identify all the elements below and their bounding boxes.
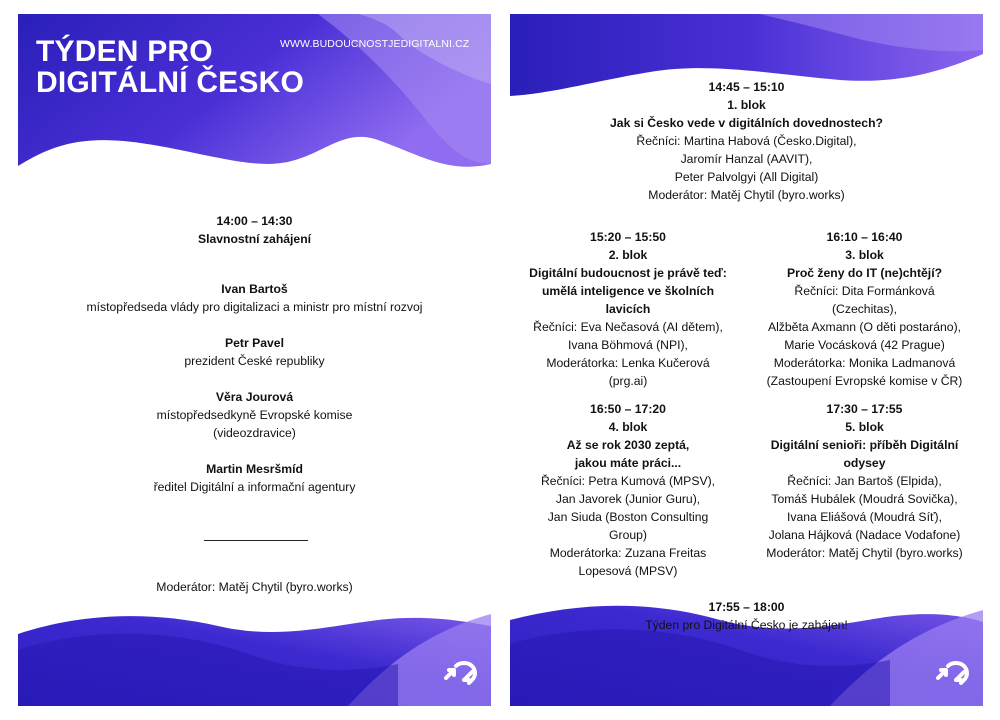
block-1-line: Moderátor: Matěj Chytil (byro.works) [648, 188, 845, 202]
speaker-name: Věra Jourová [215, 390, 294, 404]
speaker-role: místopředsedkyně Evropské komise [156, 408, 353, 422]
block-3-line: Alžběta Axmann (O děti postaráno), [767, 320, 962, 334]
block-3-line: Moderátorka: Monika Ladmanová [773, 356, 956, 370]
program-page-right [510, 14, 983, 706]
block-4-line: Řečníci: Petra Kumová (MPSV), [540, 474, 716, 488]
speaker-entry [18, 460, 491, 496]
speaker-name: Martin Mesršmíd [206, 462, 303, 476]
block-4-line: Moderátorka: Zuzana Freitas [549, 546, 707, 560]
block-3-line: Řečníci: Dita Formánková [794, 284, 935, 298]
block-3 [746, 228, 983, 390]
block-4-time: 16:50 – 17:20 [590, 402, 666, 416]
block-5-line: Tomáš Hubálek (Moudrá Sovička), [771, 492, 958, 506]
block-3-line: (Zastoupení Evropské komise v ČR) [766, 374, 963, 388]
block-1-line: Peter Palvolgyi (All Digital) [674, 170, 819, 184]
block-3-line: Marie Vocásková (42 Prague) [784, 338, 945, 352]
opening-name: Slavnostní zahájení [197, 232, 312, 246]
link-arrows-icon [442, 660, 478, 686]
block-3-label: 3. blok [845, 248, 884, 262]
divider-line [204, 540, 308, 541]
event-website-url[interactable]: WWW.BUDOUCNOSTJEDIGITALNI.CZ [280, 38, 470, 50]
block-4-line: Lopesová (MPSV) [578, 564, 678, 578]
block-3-line: (Czechitas), [831, 302, 897, 316]
block-1-title: Jak si Česko vede v digitálních dovednostech? [610, 116, 883, 130]
closing-text: Týden pro Digitální Česko je zahájen! [645, 618, 848, 632]
block-5-line: Ivana Eliášová (Moudrá Síť), [787, 510, 942, 524]
event-title-line-2: DIGITÁLNÍ ČESKO [36, 66, 305, 99]
speaker-name: Ivan Bartoš [221, 282, 288, 296]
speaker-role: ředitel Digitální a informační agentury [153, 480, 356, 494]
block-2-line: Řečníci: Eva Nečasová (AI dětem), [533, 320, 723, 334]
event-title [36, 36, 304, 98]
block-1-time: 14:45 – 15:10 [708, 80, 785, 94]
opening-time: 14:00 – 14:30 [216, 214, 293, 228]
block-4-label: 4. blok [608, 420, 648, 434]
block-4-title: jakou máte práci... [574, 456, 682, 470]
block-5 [746, 400, 983, 562]
block-1-line: Jaromír Hanzal (AAVIT), [680, 152, 813, 166]
speaker-name: Petr Pavel [225, 336, 284, 350]
block-2-title: Digitální budoucnost je právě teď: [529, 266, 727, 280]
block-5-line: Moderátor: Matěj Chytil (byro.works) [766, 546, 963, 560]
block-5-title: odysey [843, 456, 886, 470]
block-2-line: Moderátorka: Lenka Kučerová [546, 356, 710, 370]
block-2-line: (prg.ai) [608, 374, 648, 388]
block-2-label: 2. blok [608, 248, 648, 262]
block-5-line: Jolana Hájková (Nadace Vodafone) [768, 528, 961, 542]
block-2 [510, 228, 746, 390]
block-2-title: umělá inteligence ve školních [541, 284, 715, 298]
closing-time: 17:55 – 18:00 [708, 600, 785, 614]
speaker-role: místopředseda vlády pro digitalizaci a ministr pro místní rozvoj [86, 300, 423, 314]
speaker-entry [18, 334, 491, 370]
block-2-title: lavicích [605, 302, 651, 316]
block-5-line: Řečníci: Jan Bartoš (Elpida), [787, 474, 942, 488]
event-title-line-1: TÝDEN PRO [36, 35, 213, 68]
block-4-line: Jan Siuda (Boston Consulting [547, 510, 709, 524]
block-5-label: 5. blok [845, 420, 884, 434]
block-1 [530, 78, 963, 204]
block-3-time: 16:10 – 16:40 [826, 230, 903, 244]
block-4-line: Group) [609, 528, 647, 542]
block-5-title: Digitální senioři: příběh Digitální [770, 438, 959, 452]
link-arrows-icon [934, 660, 970, 686]
moderator-text: Moderátor: Matěj Chytil (byro.works) [156, 580, 353, 594]
block-4-line: Jan Javorek (Junior Guru), [555, 492, 701, 506]
speaker-role: prezident České republiky [184, 354, 325, 368]
speaker-entry [18, 388, 491, 442]
block-5-time: 17:30 – 17:55 [826, 402, 903, 416]
program-page-left [18, 14, 491, 706]
block-3-title: Proč ženy do IT (ne)chtějí? [786, 266, 943, 280]
speaker-entry [18, 280, 491, 316]
block-2-line: Ivana Böhmová (NPI), [568, 338, 688, 352]
block-4-title: Až se rok 2030 zeptá, [566, 438, 690, 452]
block-4 [510, 400, 746, 580]
block-1-line: Řečníci: Martina Habová (Česko.Digital), [636, 134, 857, 148]
block-1-label: 1. blok [727, 98, 766, 112]
opening-session [18, 212, 491, 248]
closing-session [530, 598, 963, 634]
block-2-time: 15:20 – 15:50 [590, 230, 666, 244]
speaker-role-note: (videozdravice) [213, 426, 296, 440]
